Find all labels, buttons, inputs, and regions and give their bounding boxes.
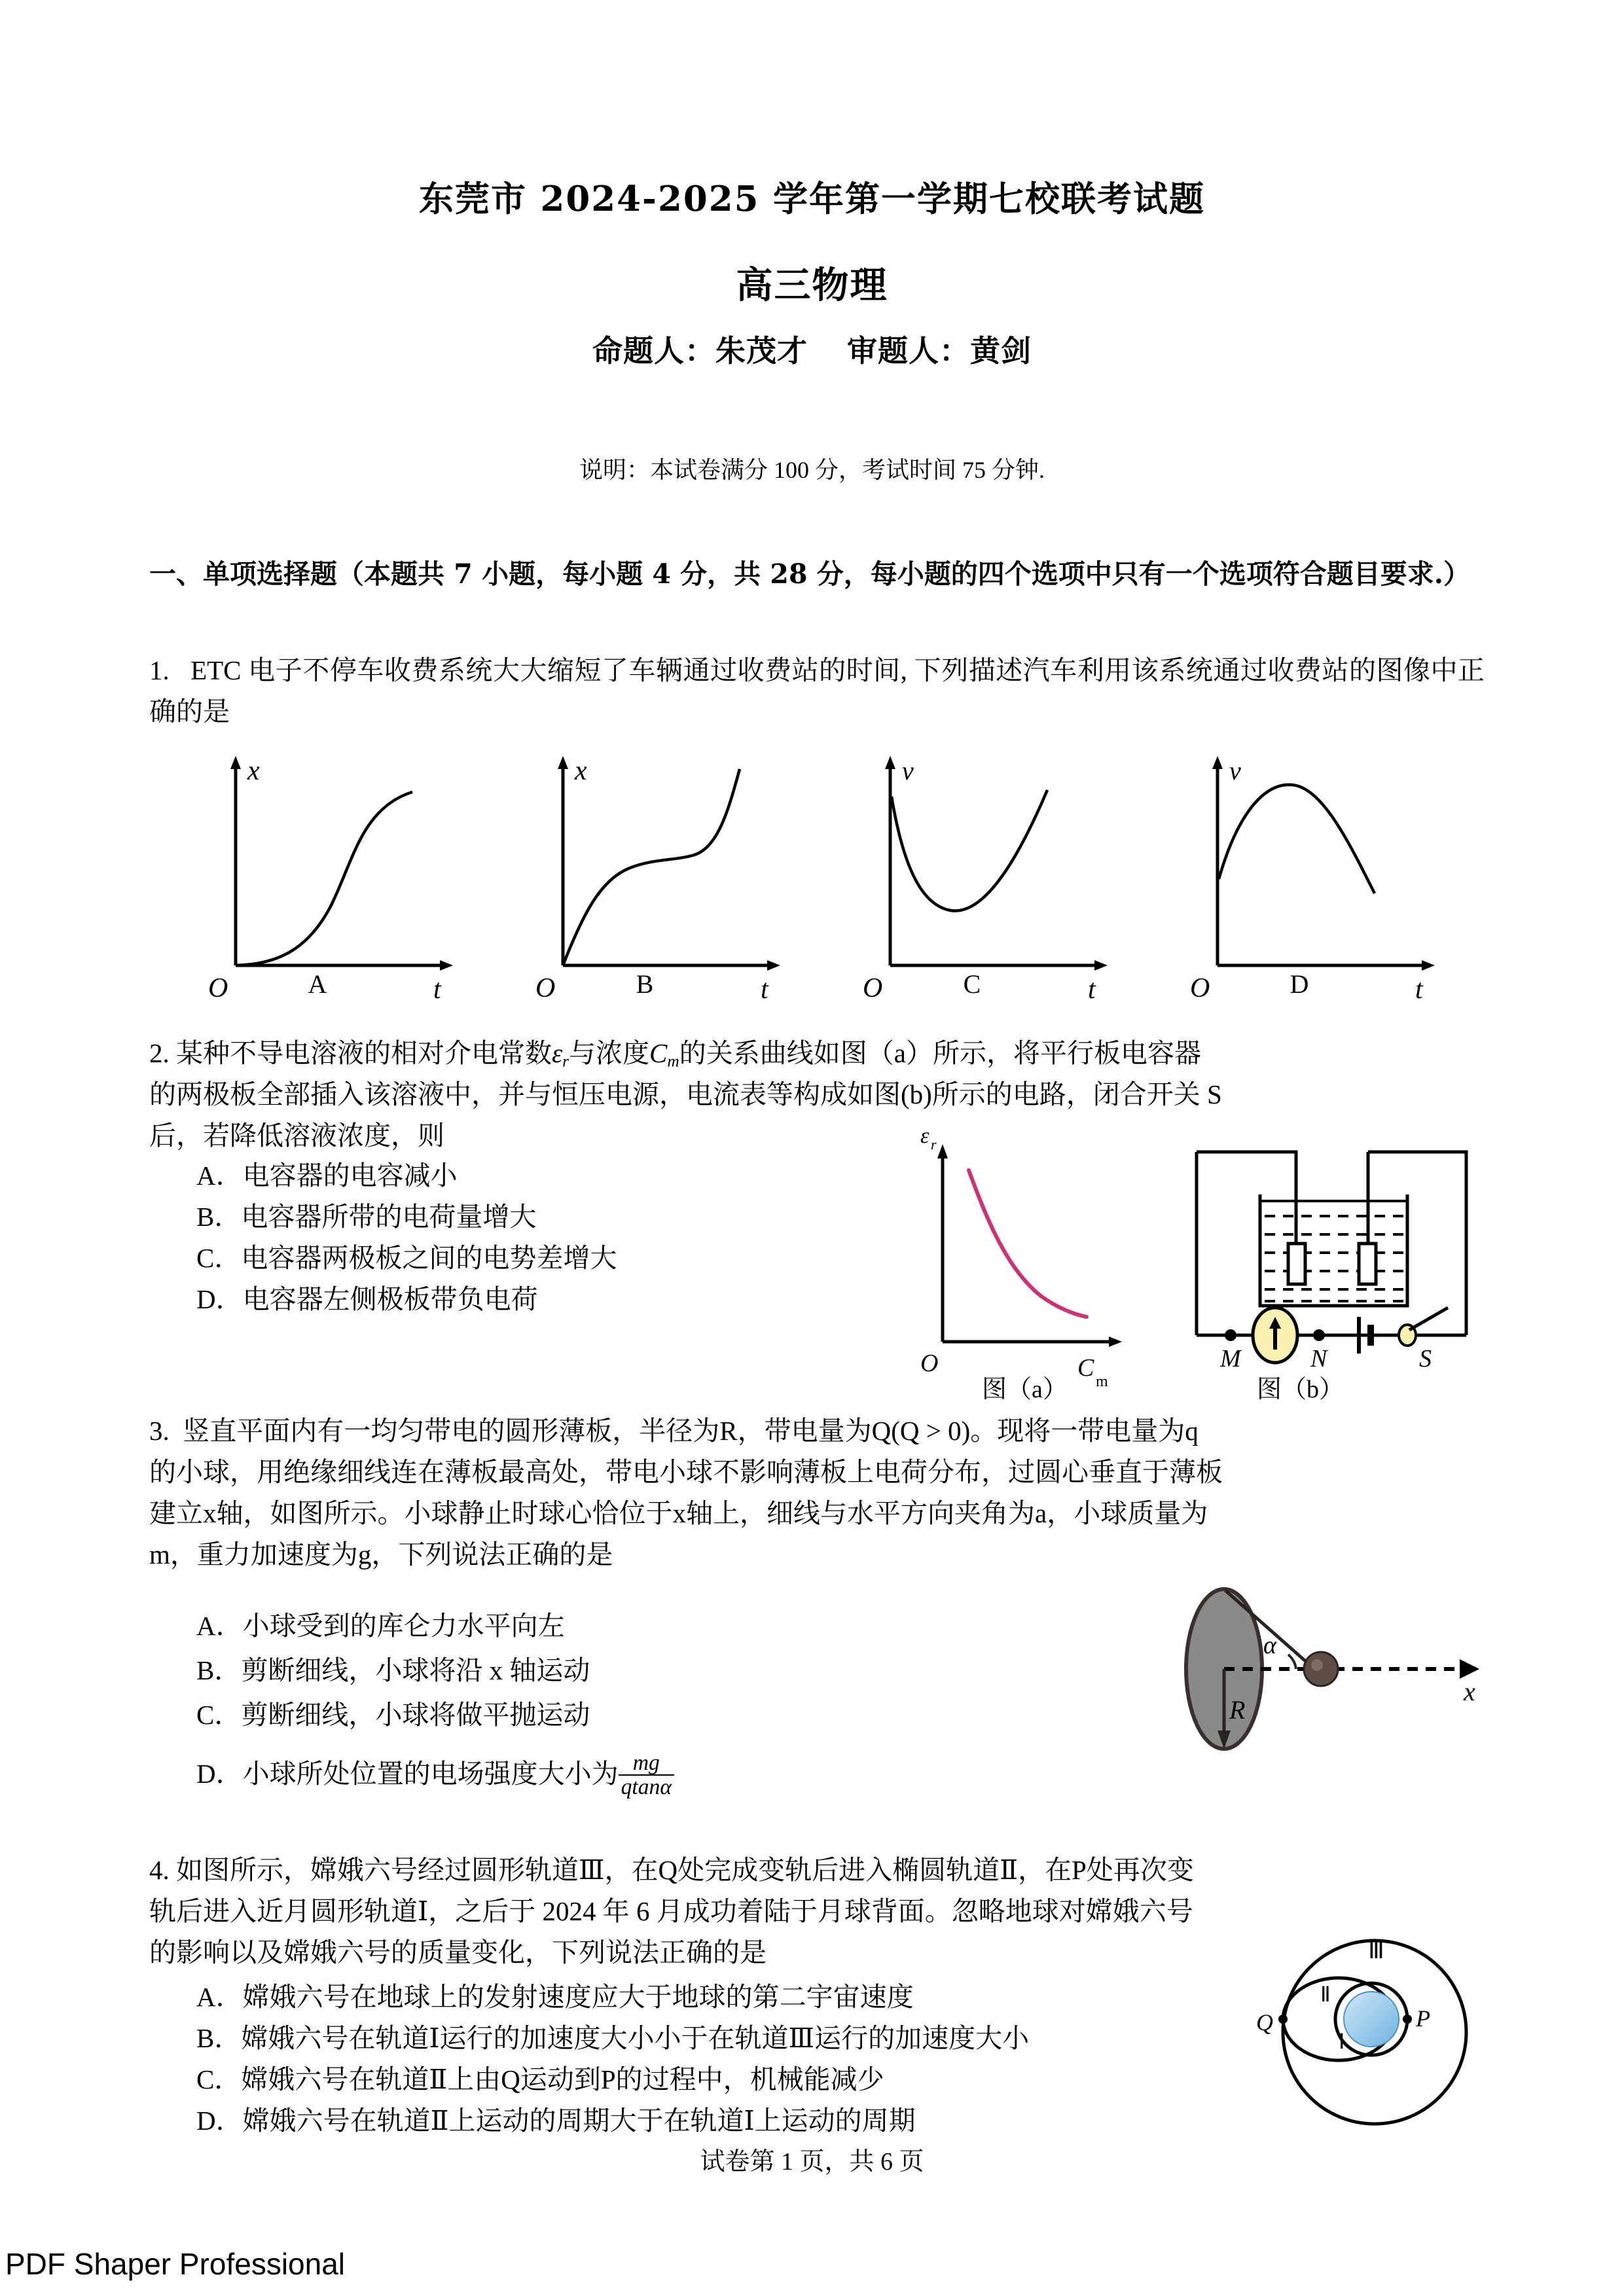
question-4-stem-line2: 轨后进入近月圆形轨道Ⅰ，之后于 2024 年 6 月成功着陆于月球背面。忽略地球对嫦娥六号 — [149, 1896, 1193, 1926]
svg-text:x: x — [247, 756, 260, 786]
question-2-option-a[interactable]: A．电容器的电容减小 — [196, 1160, 458, 1191]
reviewer-label: 审题人：黄剑 — [847, 333, 1032, 368]
question-3-option-c[interactable]: C．剪断细线，小球将做平抛运动 — [196, 1700, 590, 1730]
question-2-option-d[interactable]: D．电容器左侧极板带负电荷 — [196, 1284, 538, 1314]
svg-text:O: O — [208, 973, 228, 1003]
question-3-figure — [1172, 1571, 1499, 1767]
x-axis-label: x — [1464, 1677, 1475, 1706]
cm-subscript: m — [667, 1052, 679, 1071]
figure-a-caption: 图（a） — [982, 1376, 1068, 1403]
svg-text:O: O — [535, 973, 556, 1003]
subject-title: 高三物理 — [736, 264, 888, 307]
svg-text:t: t — [761, 975, 768, 1005]
svg-text:v: v — [1229, 756, 1241, 785]
question-1-graph-labels — [177, 969, 1499, 1008]
question-3-option-d[interactable] — [196, 1751, 674, 1799]
question-3-stem-line1 — [149, 1410, 1485, 1452]
svg-text:O: O — [1190, 973, 1210, 1003]
question-3-stem-line4: m，重力加速度为g，下列说法正确的是 — [149, 1539, 613, 1570]
fraction-denominator: qtanα — [619, 1774, 674, 1799]
svg-text:m: m — [1096, 1373, 1108, 1390]
question-4-option-d[interactable]: D．嫦娥六号在轨道Ⅱ上运动的周期大于在轨道Ⅰ上运动的周期 — [196, 2106, 916, 2136]
angle-label: α — [1263, 1632, 1276, 1659]
question-3-option-d-text: D．小球所处位置的电场强度大小为 — [196, 1759, 619, 1789]
graph-b — [535, 756, 780, 1005]
svg-text:M: M — [1220, 1345, 1241, 1372]
question-4-options — [196, 1977, 1029, 2142]
point-p-label: P — [1416, 2005, 1430, 2032]
question-2-figures — [916, 1124, 1492, 1427]
question-1-stem — [149, 650, 1485, 732]
question-4-stem-line3: 的影响以及嫦娥六号的质量变化，下列说法正确的是 — [149, 1937, 767, 1967]
svg-text:ε: ε — [920, 1124, 929, 1148]
svg-text:x: x — [575, 756, 587, 786]
svg-text:v: v — [902, 756, 914, 785]
question-4-figure — [1247, 1918, 1496, 2166]
page-title: 东莞市 2024-2025 学年第一学期七校联考试题 — [419, 179, 1205, 219]
watermark-text: PDF Shaper Professional — [5, 2247, 346, 2281]
question-2-options — [196, 1155, 617, 1320]
graph-d — [1190, 756, 1435, 1005]
svg-text:C: C — [1077, 1354, 1094, 1382]
question-1-text: ETC 电子不停车收费系统大大缩短了车辆通过收费站的时间, 下列描述汽车利用该系统通过收费站的图像中正确的是 — [149, 655, 1485, 726]
question-3-stem-line3: 建立x轴，如图所示。小球静止时球心恰位于x轴上，细线与水平方向夹角为a，小球质量为 — [149, 1498, 1208, 1528]
section-heading: 一、单项选择题（本题共 7 小题，每小题 4 分，共 28 分，每小题的四个选项中只有一个选项符合题目要求.） — [149, 558, 1471, 590]
svg-text:t: t — [1088, 975, 1096, 1005]
cm-symbol: C — [649, 1038, 668, 1068]
orbit-ii-label: Ⅱ — [1320, 1982, 1331, 2006]
question-2-stem-line2: 的两极板全部插入该溶液中，并与恒压电源，电流表等构成如图(b)所示的电路，闭合开关 S — [149, 1079, 1222, 1109]
svg-text:t: t — [433, 975, 441, 1005]
svg-text:t: t — [1415, 975, 1423, 1005]
graph-c — [863, 756, 1108, 1005]
question-4-number: 4. — [149, 1855, 170, 1885]
epsilon-subscript: r — [562, 1052, 569, 1071]
svg-text:r: r — [931, 1136, 937, 1153]
question-3-option-b[interactable]: B．剪断细线，小球将沿 x 轴运动 — [196, 1655, 590, 1685]
question-1-number: 1. — [149, 655, 170, 685]
radius-label: R — [1229, 1695, 1246, 1725]
question-3-number: 3. — [149, 1416, 170, 1446]
question-4-option-c[interactable]: C．嫦娥六号在轨道Ⅱ上由Q运动到P的过程中，机械能减少 — [196, 2064, 884, 2094]
question-2-text-mid: 与浓度 — [569, 1038, 650, 1068]
question-4-stem-line1 — [149, 1850, 1485, 1891]
question-4-text-1: 如图所示，嫦娥六号经过圆形轨道Ⅲ，在Q处完成变轨后进入椭圆轨道Ⅱ，在P处再次变 — [176, 1855, 1194, 1885]
question-3-stem-line2: 的小球，用绝缘细线连在薄板最高处，带电小球不影响薄板上电荷分布，过圆心垂直于薄板 — [149, 1457, 1223, 1487]
question-3-options — [196, 1604, 674, 1799]
question-2-number: 2. — [149, 1038, 170, 1068]
svg-text:N: N — [1310, 1345, 1327, 1372]
question-4-option-a[interactable]: A．嫦娥六号在地球上的发射速度应大于地球的第二宇宙速度 — [196, 1982, 914, 2012]
question-4-option-b[interactable]: B．嫦娥六号在轨道Ⅰ运行的加速度大小小于在轨道Ⅲ运行的加速度大小 — [196, 2023, 1030, 2053]
fraction-numerator: mg — [632, 1751, 660, 1776]
epsilon-symbol: ε — [552, 1038, 563, 1068]
question-2-option-c[interactable]: C．电容器两极板之间的电势差增大 — [196, 1243, 617, 1273]
orbit-iii-label: Ⅲ — [1368, 1937, 1384, 1964]
question-2-option-b[interactable]: B．电容器所带的电荷量增大 — [196, 1202, 537, 1232]
question-3-text-1: 竖直平面内有一均匀带电的圆形薄板，半径为R，带电量为Q(Q > 0)。现将一带电量为q — [183, 1416, 1199, 1446]
svg-text:O: O — [863, 973, 883, 1003]
setter-label: 命题人：朱茂才 — [592, 333, 808, 368]
figure-a-graph — [920, 1124, 1122, 1390]
graph-label-c: C — [963, 969, 981, 999]
svg-text:O: O — [920, 1350, 939, 1377]
graph-label-b: B — [636, 969, 654, 999]
point-q-label: Q — [1256, 2009, 1273, 2036]
svg-text:S: S — [1419, 1345, 1432, 1372]
question-2-text-pre: 某种不导电溶液的相对介电常数 — [176, 1038, 552, 1068]
field-strength-fraction — [619, 1751, 674, 1799]
graph-a — [208, 756, 453, 1005]
orbit-i-label: Ⅰ — [1339, 2030, 1345, 2053]
graph-label-d: D — [1290, 969, 1309, 999]
figure-b-caption: 图（b） — [1257, 1376, 1344, 1403]
exam-note: 说明：本试卷满分 100 分，考试时间 75 分钟. — [579, 457, 1045, 483]
question-2-text-post: 的关系曲线如图（a）所示，将平行板电容器 — [679, 1038, 1201, 1068]
question-3-option-a[interactable]: A．小球受到的库仑力水平向左 — [196, 1611, 565, 1641]
page-footer: 试卷第 1 页，共 6 页 — [700, 2148, 924, 2176]
figure-b-circuit — [1197, 1152, 1466, 1372]
question-2-stem-line3: 后，若降低溶液浓度，则 — [149, 1121, 444, 1151]
graph-label-a: A — [308, 969, 327, 999]
authors-line — [0, 327, 1624, 370]
